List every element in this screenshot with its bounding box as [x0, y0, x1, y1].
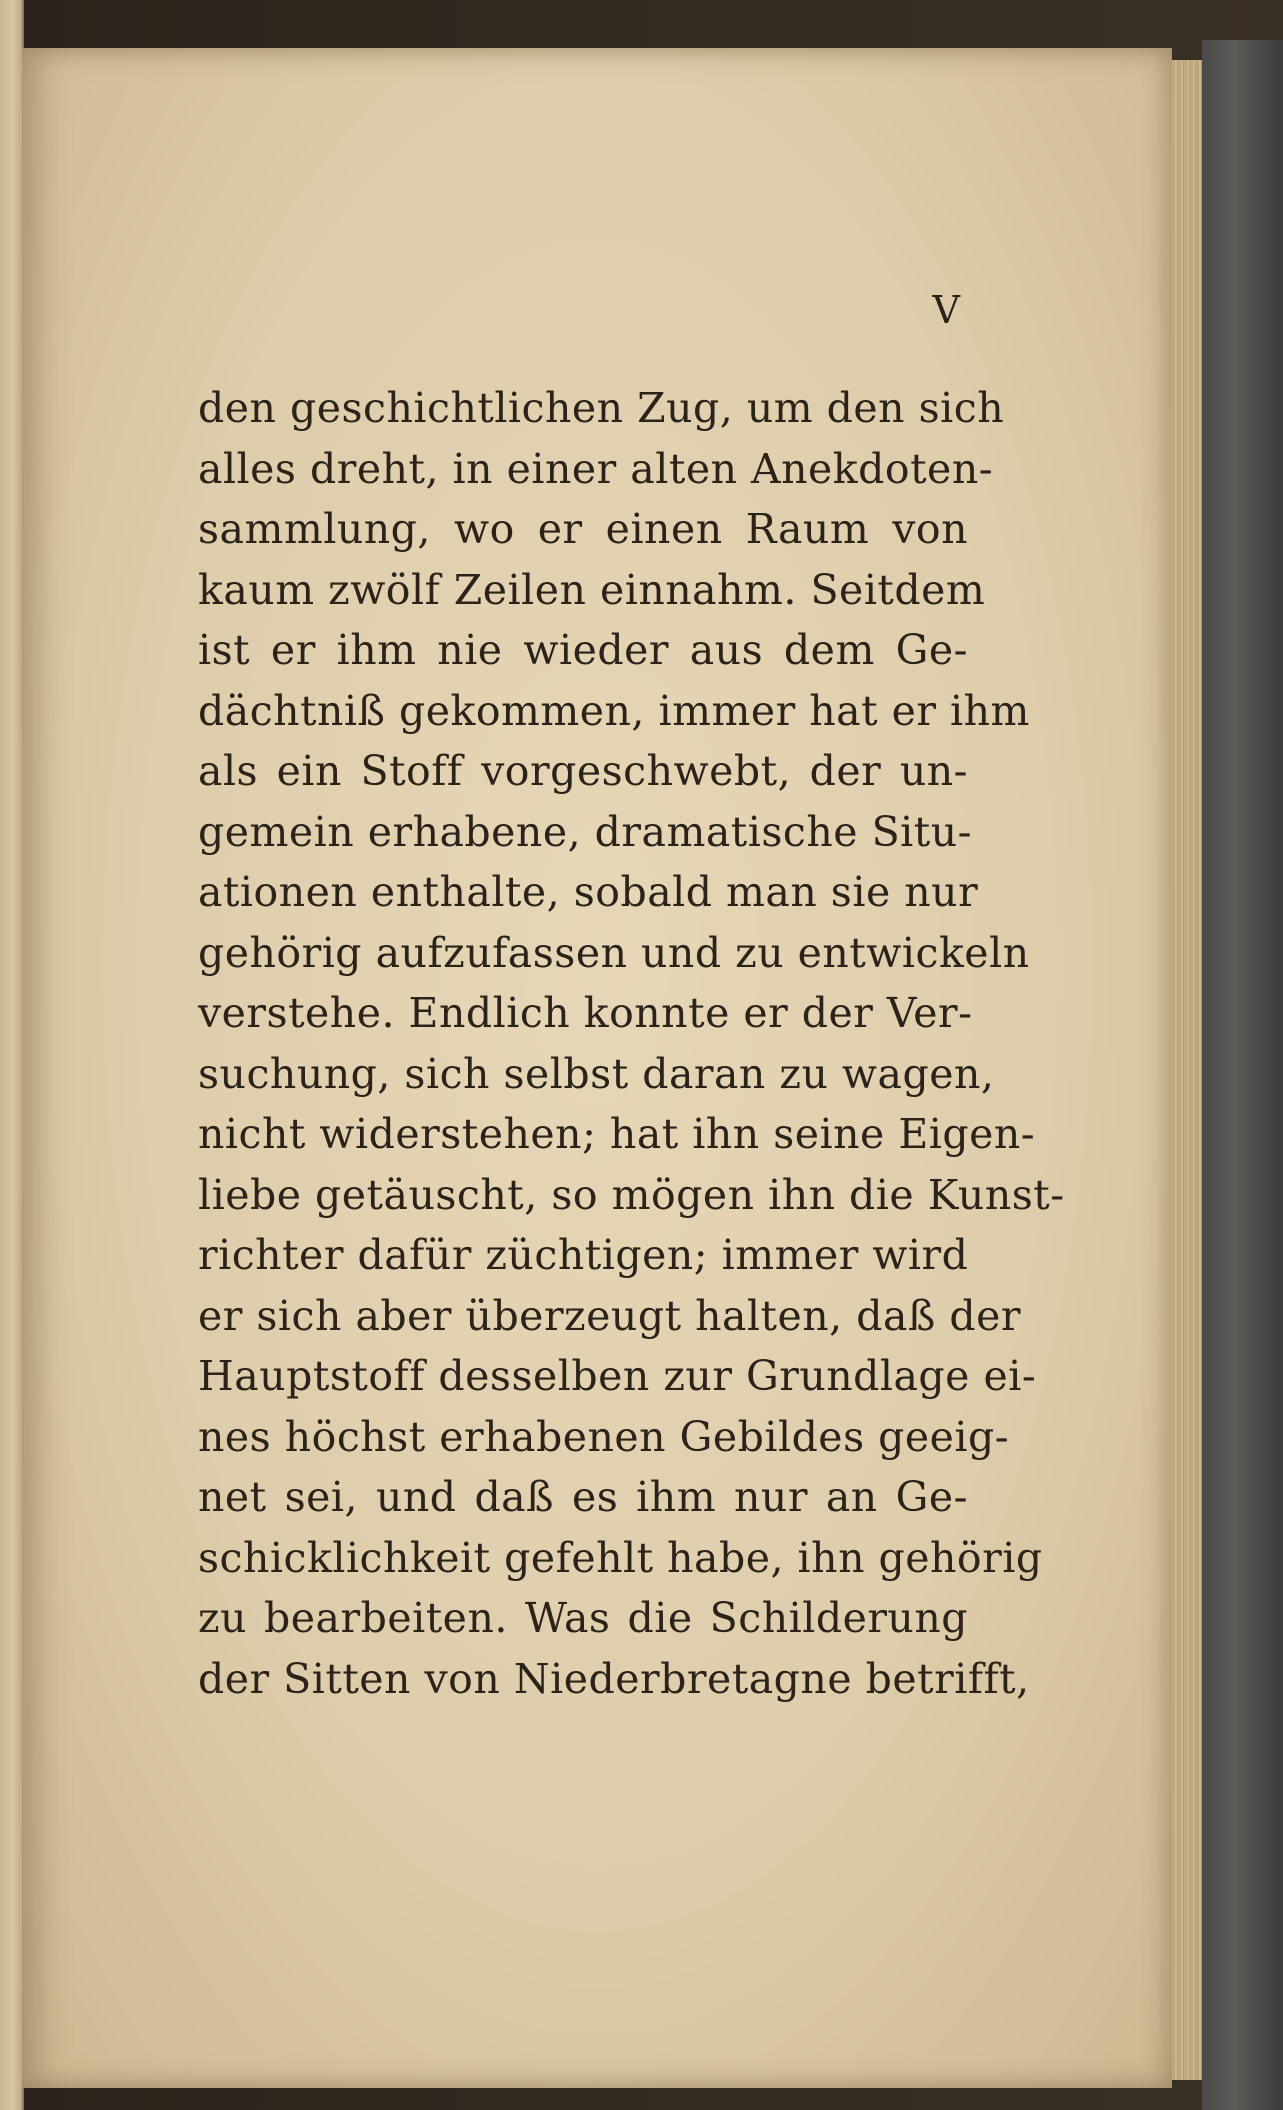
text-line: alles dreht, in einer alten Anekdoten- [198, 444, 994, 493]
page-number: V [932, 288, 960, 332]
text-line: der Sitten von Niederbretagne betrifft, [198, 1654, 1030, 1703]
text-line: Hauptstoff desselben zur Grundlage ei- [198, 1352, 1037, 1400]
text-line: ationen enthalte, sobald man sie nur [198, 868, 979, 916]
text-line: ist er ihm nie wieder aus dem Ge- [198, 626, 968, 674]
text-line: sammlung, wo er einen Raum von [198, 505, 968, 553]
text-line: den geschichtlichen Zug, um den sich [198, 384, 1005, 432]
text-line: gehörig aufzufassen und zu entwickeln [198, 928, 1030, 977]
text-line: als ein Stoff vorgeschwebt, der un- [198, 747, 968, 795]
book-cover-edge [1202, 40, 1283, 2110]
text-line: net sei, und daß es ihm nur an Ge- [198, 1473, 968, 1521]
text-line: kaum zwölf Zeilen einnahm. Seitdem [198, 565, 986, 614]
text-line: nes höchst erhabenen Gebildes geeig- [198, 1412, 1010, 1461]
text-line: schicklichkeit gefehlt habe, ihn gehörig [198, 1533, 1043, 1582]
text-line: liebe getäuscht, so mögen ihn die Kunst- [198, 1170, 1065, 1219]
text-line: richter dafür züchtigen; immer wird [198, 1231, 969, 1279]
text-line: er sich aber überzeugt halten, daß der [198, 1291, 1021, 1340]
body-text [198, 378, 1065, 1709]
text-line: zu bearbeiten. Was die Schilderung [198, 1594, 968, 1642]
text-line: gemein erhabene, dramatische Situ- [198, 807, 972, 856]
text-line: nicht widerstehen; hat ihn seine Eigen- [198, 1110, 1036, 1158]
previous-page-edge [0, 0, 24, 2110]
page-block-edge [1172, 60, 1202, 2080]
text-line: verstehe. Endlich konnte er der Ver- [198, 989, 973, 1037]
text-line: suchung, sich selbst daran zu wagen, [198, 1049, 995, 1098]
text-line: dächtniß gekommen, immer hat er ihm [198, 686, 1030, 735]
